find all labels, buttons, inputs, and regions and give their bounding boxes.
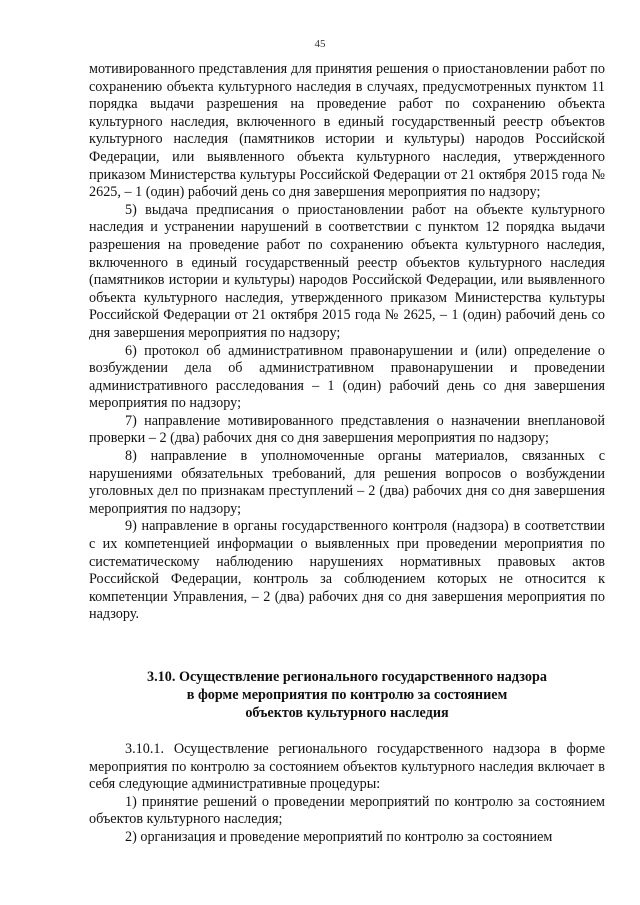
list-item-9: 9) направление в органы государственного контроля (надзора) в соответствии с их компетенцией информации о выявленных при проведении мероприятия по систематическому наблюдению нарушениях нормативных правовых актов Российской Федерации, контроль за соблюдением которых не относится к компетенции Управления, – 2 (два) рабочих дня со дня завершения мероприятия по надзору.	[89, 518, 605, 623]
list-item-2: 2) организация и проведение мероприятий по контролю за состоянием	[125, 828, 553, 845]
section-heading	[89, 668, 605, 722]
heading-line-1: 3.10. Осуществление регионального государственного надзора	[147, 669, 547, 685]
page-number: 45	[314, 38, 326, 50]
paragraph-3-10-1: 3.10.1. Осуществление регионального государственного надзора в форме мероприятия по контролю за состоянием объектов культурного наследия включает в себя следующие административные процедуры:	[89, 741, 605, 793]
body-text	[89, 61, 605, 624]
paragraph: мотивированного представления для принятия решения о приостановлении работ по сохранению объекта культурного наследия в случаях, предусмотренных пунктом 11 порядка выдачи разрешения на проведение работ по сохранению объекта культурного наследия, включенного в единый государственный реестр объектов культурного наследия (памятников истории и культуры) народов Российской Федерации, или выявленного объекта культурного наследия, утвержденного приказом Министерства культуры Российской Федерации от 21 октября 2015 года № 2625, – 1 (один) рабочий день со дня завершения мероприятия по надзору;	[89, 61, 605, 201]
list-item-6: 6) протокол об административном правонарушении и (или) определение о возбуждении дела об административном правонарушении и проведении административного расследования – 1 (один) рабочий день со дня завершения мероприятия по надзору;	[89, 342, 605, 412]
section-body	[89, 741, 605, 847]
list-item-1: 1) принятие решений о проведении мероприятий по контролю за состоянием объектов культурного наследия;	[89, 793, 605, 828]
list-item-7: 7) направление мотивированного представления о назначении внеплановой проверки – 2 (два) рабочих дня со дня завершения мероприятия по надзору;	[89, 412, 605, 447]
heading-line-2: в форме мероприятия по контролю за состоянием	[186, 687, 508, 703]
heading-line-3: объектов культурного наследия	[245, 705, 449, 721]
list-item-8: 8) направление в уполномоченные органы материалов, связанных с нарушениями обязательных требований, для решения вопросов о возбуждении уголовных дел по признакам преступлений – 2 (два) рабочих дня со дня завершения мероприятия по надзору;	[89, 448, 605, 517]
list-item-5: 5) выдача предписания о приостановлении работ на объекте культурного наследия и устранении нарушений в соответствии с пунктом 12 порядка выдачи разрешения на проведение работ по сохранению объекта культурного наследия, включенного в единый государственный реестр объектов культурного наследия (памятников истории и культуры) народов Российской Федерации, или выявленного объекта культурного наследия, утвержденного приказом Министерства культуры Российской Федерации от 21 октября 2015 года № 2625, – 1 (один) рабочий день со дня завершения мероприятия по надзору;	[89, 201, 605, 341]
